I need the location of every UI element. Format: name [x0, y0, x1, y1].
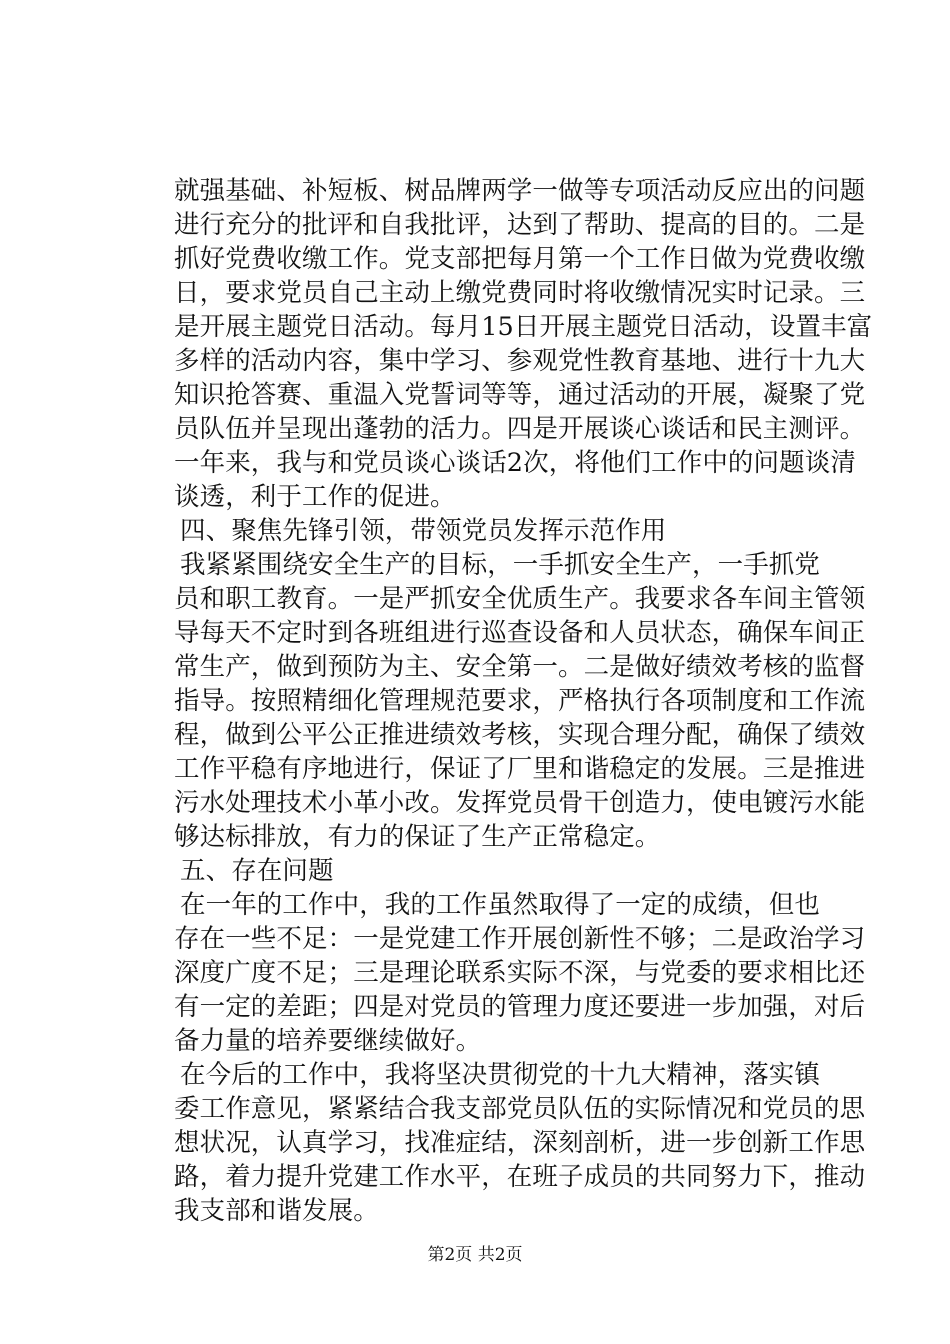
text-line: 在今后的工作中，我将坚决贯彻党的十九大精神，落实镇 — [180, 1060, 821, 1090]
text-line: 多样的活动内容，集中学习、参观党性教育基地、进行十九大 — [174, 346, 866, 376]
text-line: 备力量的培养要继续做好。 — [174, 1026, 482, 1056]
text-line: 程，做到公平公正推进绩效考核，实现合理分配，确保了绩效 — [174, 720, 866, 750]
text-line: 有一定的差距；四是对党员的管理力度还要进一步加强，对后 — [174, 992, 866, 1022]
text-line: 就强基础、补短板、树品牌两学一做等专项活动反应出的问题 — [174, 176, 866, 206]
text-line: 工作平稳有序地进行，保证了厂里和谐稳定的发展。三是推进 — [174, 754, 866, 784]
section-heading: 五、存在问题 — [180, 856, 334, 886]
text-line: 路，着力提升党建工作水平，在班子成员的共同努力下，推动 — [174, 1162, 866, 1192]
text-line: 够达标排放，有力的保证了生产正常稳定。 — [174, 822, 661, 852]
text-line: 我支部和谐发展。 — [174, 1196, 379, 1226]
page-number: 第2页 共2页 — [427, 1245, 523, 1265]
text-line: 知识抢答赛、重温入党誓词等等，通过活动的开展，凝聚了党 — [174, 380, 866, 410]
text-line: 员和职工教育。一是严抓安全优质生产。我要求各车间主管领 — [174, 584, 866, 614]
text-line: 在一年的工作中，我的工作虽然取得了一定的成绩，但也 — [180, 890, 821, 920]
text-line: 委工作意见，紧紧结合我支部党员队伍的实际情况和党员的思 — [174, 1094, 866, 1124]
text-line: 我紧紧围绕安全生产的目标，一手抓安全生产，一手抓党 — [180, 550, 821, 580]
text-line: 是开展主题党日活动。每月15日开展主题党日活动，设置丰富 — [174, 312, 873, 342]
text-line: 深度广度不足；三是理论联系实际不深，与党委的要求相比还 — [174, 958, 866, 988]
text-line: 存在一些不足：一是党建工作开展创新性不够；二是政治学习 — [174, 924, 866, 954]
text-line: 员队伍并呈现出蓬勃的活力。四是开展谈心谈话和民主测评。 — [174, 414, 866, 444]
text-line: 谈透，利于工作的促进。 — [174, 482, 456, 512]
text-line: 抓好党费收缴工作。党支部把每月第一个工作日做为党费收缴 — [174, 244, 866, 274]
section-heading: 四、聚焦先锋引领，带领党员发挥示范作用 — [180, 516, 667, 546]
text-line: 一年来，我与和党员谈心谈话2次，将他们工作中的问题谈清 — [174, 448, 856, 478]
text-line: 进行充分的批评和自我批评，达到了帮助、提高的目的。二是 — [174, 210, 866, 240]
text-line: 常生产，做到预防为主、安全第一。二是做好绩效考核的监督 — [174, 652, 866, 682]
text-line: 想状况，认真学习，找准症结，深刻剖析，进一步创新工作思 — [174, 1128, 866, 1158]
text-line: 污水处理技术小革小改。发挥党员骨干创造力，使电镀污水能 — [174, 788, 866, 818]
text-line: 指导。按照精细化管理规范要求，严格执行各项制度和工作流 — [174, 686, 866, 716]
text-line: 导每天不定时到各班组进行巡查设备和人员状态，确保车间正 — [174, 618, 866, 648]
text-line: 日，要求党员自己主动上缴党费同时将收缴情况实时记录。三 — [174, 278, 866, 308]
